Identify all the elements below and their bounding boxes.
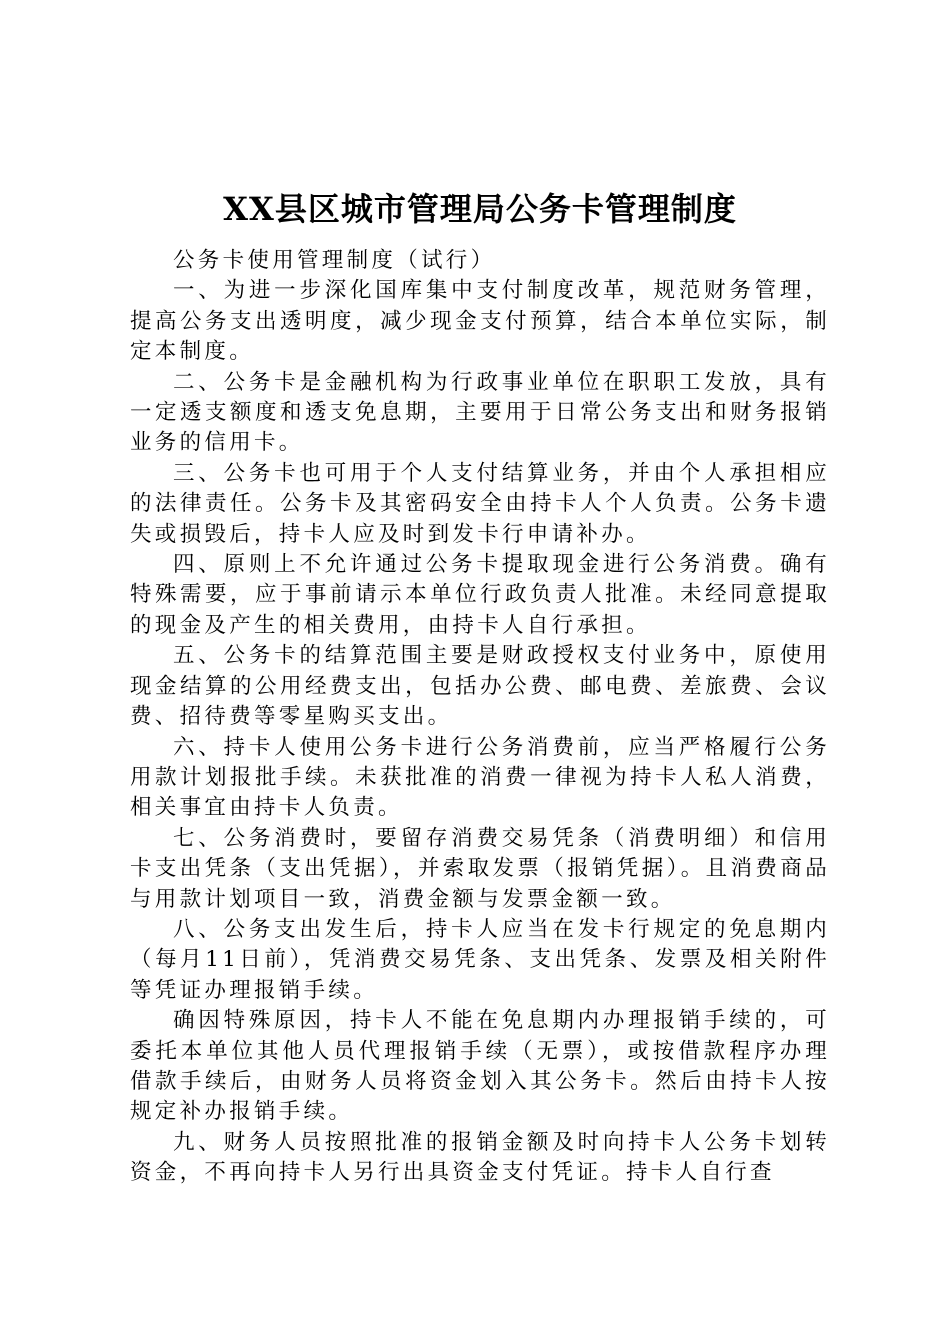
paragraph-1: 一、为进一步深化国库集中支付制度改革，规范财务管理，提高公务支出透明度，减少现金支付预算，结合本单位实际，制定本制度。 <box>130 278 830 365</box>
paragraph-6: 六、持卡人使用公务卡进行公务消费前，应当严格履行公务用款计划报批手续。未获批准的消费一律视为持卡人私人消费，相关事宜由持卡人负责。 <box>130 734 830 821</box>
paragraph-8-supplement: 确因特殊原因，持卡人不能在免息期内办理报销手续的，可委托本单位其他人员代理报销手续（无票），或按借款程序办理借款手续后，由财务人员将资金划入其公务卡。然后由持卡人按规定补办报销手续。 <box>130 1008 830 1125</box>
paragraph-2: 二、公务卡是金融机构为行政事业单位在职职工发放，具有一定透支额度和透支免息期，主要用于日常公务支出和财务报销业务的信用卡。 <box>130 369 830 456</box>
paragraph-7: 七、公务消费时，要留存消费交易凭条（消费明细）和信用卡支出凭条（支出凭据），并索取发票（报销凭据）。且消费商品与用款计划项目一致，消费金额与发票金额一致。 <box>130 825 830 912</box>
paragraph-5: 五、公务卡的结算范围主要是财政授权支付业务中，原使用现金结算的公用经费支出，包括办公费、邮电费、差旅费、会议费、招待费等零星购买支出。 <box>130 643 830 730</box>
document-page <box>130 186 830 1189</box>
paragraph-8: 八、公务支出发生后，持卡人应当在发卡行规定的免息期内（每月11日前），凭消费交易凭条、支出凭条、发票及相关附件等凭证办理报销手续。 <box>130 916 830 1003</box>
paragraph-3: 三、公务卡也可用于个人支付结算业务，并由个人承担相应的法律责任。公务卡及其密码安全由持卡人个人负责。公务卡遗失或损毁后，持卡人应及时到发卡行申请补办。 <box>130 460 830 547</box>
document-title: XX县区城市管理局公务卡管理制度 <box>223 190 737 228</box>
paragraph-4: 四、原则上不允许通过公务卡提取现金进行公务消费。确有特殊需要，应于事前请示本单位行政负责人批准。未经同意提取的现金及产生的相关费用，由持卡人自行承担。 <box>130 552 830 638</box>
document-subtitle: 公务卡使用管理制度（试行） <box>173 248 496 273</box>
paragraph-9: 九、财务人员按照批准的报销金额及时向持卡人公务卡划转资金，不再向持卡人另行出具资金支付凭证。持卡人自行查 <box>130 1129 830 1186</box>
